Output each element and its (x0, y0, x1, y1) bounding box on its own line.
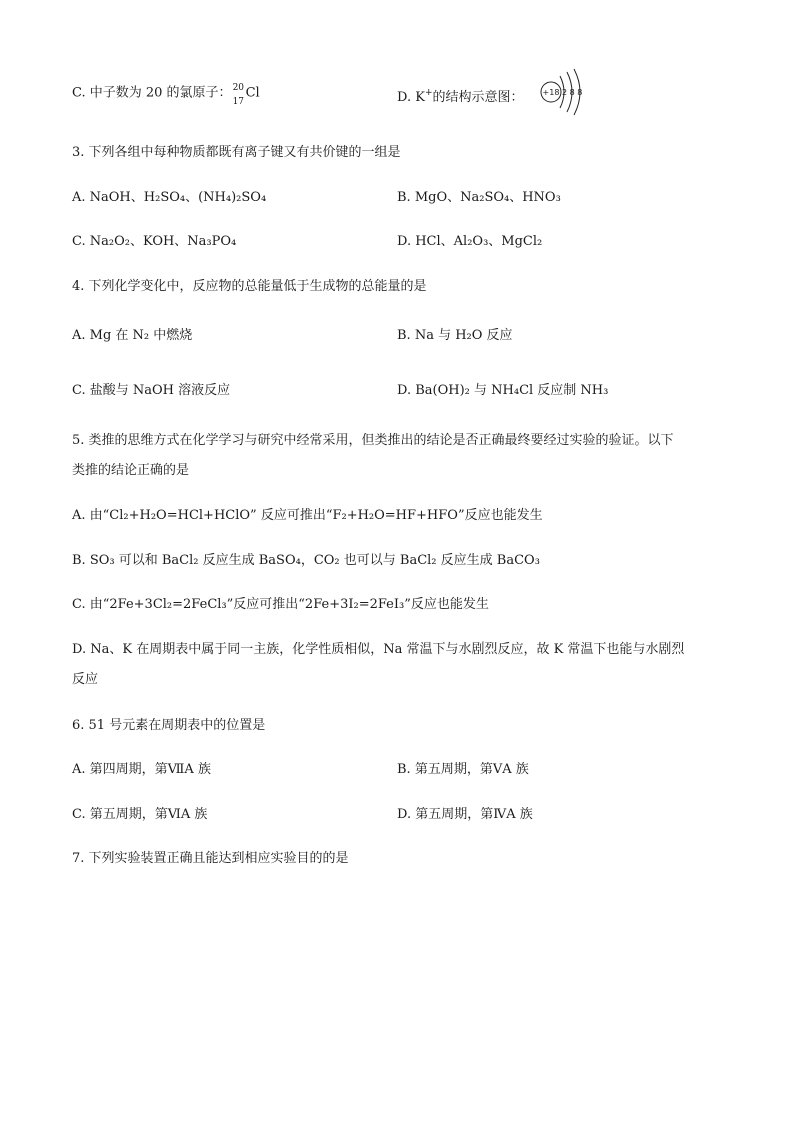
q5-stem-line1: 5. 类推的思维方式在化学学习与研究中经常采用，但类推出的结论是否正确最终要经过实验的验证。以下 (72, 433, 674, 448)
q2-option-c (72, 83, 260, 107)
q6-stem: 6. 51 号元素在周期表中的位置是 (72, 718, 266, 733)
q4-stem: 4. 下列化学变化中，反应物的总能量低于生成物的总能量的是 (72, 279, 427, 294)
q3-option-d: D. HCl、Al₂O₃、MgCl₂ (397, 234, 543, 249)
q3-stem: 3. 下列各组中每种物质都既有离子键又有共价键的一组是 (72, 145, 401, 160)
q2-option-d-label: D. (397, 90, 416, 105)
ion-symbol: K (415, 90, 425, 105)
q5-option-a: A. 由“Cl₂+H₂O=HCl+HClO” 反应可推出“F₂+H₂O=HF+HFO”反应也能发生 (72, 508, 543, 523)
q6-option-b: B. 第五周期，第ⅤA 族 (397, 762, 529, 777)
q2-option-d (397, 84, 524, 107)
q4-option-d: D. Ba(OH)₂ 与 NH₄Cl 反应制 NH₃ (397, 383, 609, 398)
nucleus-charge: +18 (542, 88, 560, 97)
mass-number: 20 (232, 83, 245, 93)
q6-option-d: D. 第五周期，第ⅣA 族 (397, 807, 533, 822)
nuclide-notation (232, 83, 246, 107)
q3-option-a: A. NaOH、H₂SO₄、(NH₄)₂SO₄ (72, 190, 267, 205)
q6-option-c: C. 第五周期，第ⅥA 族 (72, 807, 208, 822)
atomic-structure-diagram (538, 66, 594, 116)
q5-stem-line2: 类推的结论正确的是 (72, 463, 190, 478)
q5-option-b: B. SO₃ 可以和 BaCl₂ 反应生成 BaSO₄，CO₂ 也可以与 BaCl₂ 反应生成 BaCO₃ (72, 553, 540, 568)
q2-option-d-text: 的结构示意图： (432, 90, 524, 105)
q4-option-a: A. Mg 在 N₂ 中燃烧 (72, 328, 193, 343)
q2-option-c-text: C. 中子数为 20 的氯原子： (72, 85, 232, 101)
q3-option-b: B. MgO、Na₂SO₄、HNO₃ (397, 190, 561, 205)
ion-charge: + (424, 88, 433, 98)
q4-option-c: C. 盐酸与 NaOH 溶液反应 (72, 383, 231, 398)
q6-option-a: A. 第四周期，第ⅦA 族 (72, 762, 211, 777)
electron-shells: 2 8 8 (562, 88, 583, 97)
q5-option-d-line2: 反应 (72, 672, 99, 687)
q5-option-d-line1: D. Na、K 在周期表中属于同一主族，化学性质相似，Na 常温下与水剧烈反应，故 K 常温下也能与水剧烈 (72, 642, 685, 657)
atomic-number: 17 (232, 97, 245, 107)
q5-option-c: C. 由“2Fe+3Cl₂=2FeCl₃”反应可推出“2Fe+3I₂=2FeI₃”反应也能发生 (72, 597, 489, 612)
q7-stem: 7. 下列实验装置正确且能达到相应实验目的的是 (72, 851, 349, 866)
q3-option-c: C. Na₂O₂、KOH、Na₃PO₄ (72, 234, 237, 249)
element-symbol: Cl (245, 85, 260, 101)
q4-option-b: B. Na 与 H₂O 反应 (397, 328, 513, 343)
